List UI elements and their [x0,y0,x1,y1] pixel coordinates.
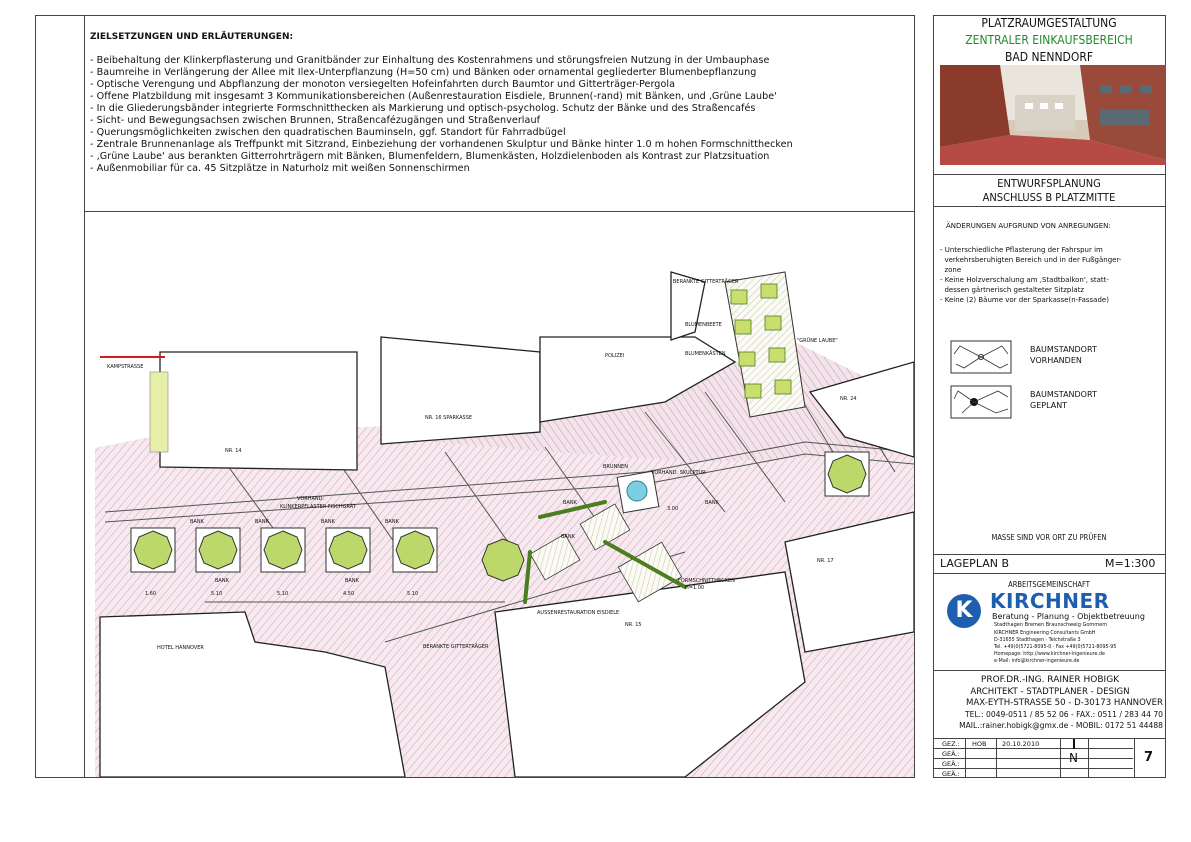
kirchner-logo: K [947,594,981,628]
label-polizei: POLIZEI [605,353,625,359]
divider-4 [933,573,1166,574]
company-name: KIRCHNER [990,589,1110,613]
gea-label-2: GEÄ.: [942,760,960,768]
arge-label: ARBEITSGEMEINSCHAFT [1008,580,1090,589]
project-title-2: ZENTRALER EINKAUFSBEREICH [965,33,1133,47]
left-margin-frame [35,15,85,778]
divider-3 [933,554,1166,555]
goal-item: - ‚Grüne Laube' aus berankten Gitterrohrträgern mit Bänken, Blumenfeldern, Blumenkästen, Holzdielenboden als Kontrast zur Platzsituation [90,151,770,162]
label-blumenkaesten: BLUMENKÄSTEN [685,351,726,357]
project-title-3: BAD NENNDORF [1004,50,1094,64]
label-dim-300: 3.00 [667,506,679,512]
legend-planned-symbol [950,385,1012,419]
north-arrow [1073,739,1075,749]
label-nr14: NR. 14 [225,448,242,454]
label-bank-7: BANK [563,500,577,506]
label-formschnitt-h: H=1.00 [685,585,705,591]
gez-initials: HOB [972,740,987,748]
legend-planned-l2: GEPLANT [1030,401,1068,410]
architect-name: PROF.DR.-ING. RAINER HOBIGK [980,675,1120,685]
label-brunnen: BRUNNEN [603,464,628,470]
label-bank-9: BANK [705,500,719,506]
label-bank-8: BANK [561,534,575,540]
gea-label-1: GEÄ.: [942,750,960,758]
goal-item: - Querungsmöglichkeiten zwischen den quadratischen Bauminseln, ggf. Standort für Fahrradbügel [90,127,566,138]
plan-name: LAGEPLAN B [940,557,1009,570]
changes-title: ÄNDERUNGEN AUFGRUND VON ANREGUNGEN: [946,222,1111,230]
change-item: - Keine Holzverschalung am ‚Stadtbalkon', statt- [940,276,1109,284]
company-cities: Stadthagen Bremen Braunschweig Gommern [994,622,1108,628]
legend-existing-l2: VORHANDEN [1030,356,1082,365]
goal-item: - Außenmobiliar für ca. 45 Sitzplätze in Naturholz mit weißen Sonnenschirmen [90,163,470,174]
company-addr2: D-31655 Stadthagen · Teichstraße 3 [994,638,1081,643]
divider-1 [933,174,1166,175]
label-gitter-top: BERANKTE GITTERTRÄGER [673,279,739,285]
label-hotel: HOTEL HANNOVER [157,645,204,651]
label-sparkasse: NR. 16 SPARKASSE [425,415,473,421]
rev-col-2 [996,738,997,778]
goal-item: - Sicht- und Bewegungsachsen zwischen Brunnen, Straßencafézugängen und Straßenverlauf [90,115,541,126]
label-bank-1: BANK [190,519,204,525]
change-item: dessen gärtnerisch gestalteter Sitzplatz [940,286,1085,294]
label-aussenrest: AUSSENRESTAURATION EISDIELE [537,610,620,616]
gez-label: GEZ.: [942,740,960,748]
rev-col-3 [1060,738,1061,778]
architect-role: ARCHITEKT - STADTPLANER - DESIGN [970,687,1130,697]
legend-existing-l1: BAUMSTANDORT [1030,345,1097,354]
label-nr15: NR. 15 [625,622,642,628]
divider-5 [933,670,1166,671]
change-item: verkehrsberuhigten Bereich und in der Fußgänger- [940,256,1122,264]
goal-item: - Zentrale Brunnenanlage als Treffpunkt mit Sitzrand, Einbeziehung der vorhandenen Skulptur und Bänke hinter 1.0 m hohen Formschnitthecken [90,139,793,150]
project-title-1: PLATZRAUMGESTALTUNG [981,16,1117,30]
label-bank-2: BANK [255,519,269,525]
building-nr14 [160,352,357,470]
label-klinker1: VORHAND. [297,496,325,502]
legend-planned-l1: BAUMSTANDORT [1030,390,1097,399]
change-item: - Keine (2) Bäume vor der Sparkasse(n-Fassade) [940,296,1109,304]
north-label: N [1069,751,1078,765]
rev-row-line-2 [933,758,1133,759]
label-bank-5: BANK [215,578,229,584]
fountain [617,471,659,513]
company-addr4: Homepage: http://www.kirchner-ingenieure.de [994,652,1105,657]
company-addr5: e-Mail: info@kirchner-ingenieure.de [994,659,1080,664]
plan-type-2: ANSCHLUSS B PLATZMITTE [982,191,1116,204]
label-blumenbeete: BLUMENBEETE [685,322,722,328]
company-addr1: KIRCHNER Engineering Consultants GmbH [994,631,1096,636]
goal-item: - Beibehaltung der Klinkerpflasterung und Granitbänder zur Einhaltung des Kostenrahmens und störungsfreien Nutzung in der Umbauphase [90,55,770,66]
label-dim-450: 4.50 [343,591,355,597]
architect-mail: MAIL.:rainer.hobigk@gmx.de - MOBIL: 0172 51 44488 [959,721,1163,730]
label-kampstrasse: KAMPSTRASSE [107,364,144,370]
goals-title: ZIELSETZUNGEN UND ERLÄUTERUNGEN: [90,32,294,42]
label-dim-510a: 5.10 [211,591,223,597]
change-item: - Unterschiedliche Pflasterung der Fahrspur im [940,246,1103,254]
building-sparkasse [381,337,540,444]
company-tagline: Beratung - Planung - Objektbetreuung [992,612,1145,621]
label-formschnitt: FORMSCHNITTHECKEN [678,578,735,584]
label-bank-4: BANK [385,519,399,525]
goal-item: - Optische Verengung und Abpflanzung der monoton versiegelten Hofeinfahrten durch Baumtor und Gitterträger-Pergola [90,79,676,90]
label-nr24: NR. 24 [840,396,857,402]
rev-col-1 [965,738,966,778]
sheet-number: 7 [1144,750,1154,765]
label-gitter-bottom: BERANKTE GITTERTRÄGER [423,644,489,650]
gea-label-3: GEÄ.: [942,770,960,778]
label-klinker2: KLINKERPFLASTER FISCHGRÄT [280,504,356,510]
goal-item: - Offene Platzbildung mit insgesamt 3 Kommunikationsbereichen (Außenrestauration Eisdiele, Brunnen(-rand) mit Bänken, und ‚Grüne Laube' [90,91,777,102]
label-nr17: NR. 17 [817,558,834,564]
label-dim-160: 1.60 [145,591,157,597]
label-gruene-laube: "GRÜNE LAUBE" [797,338,838,344]
legend-existing-symbol [950,340,1012,374]
label-dim-510c: 5.10 [407,591,419,597]
divider-6 [933,738,1166,739]
rev-row-line-1 [933,748,1133,749]
plan-scale: M=1:300 [1105,557,1156,570]
gez-date: 20.10.2010 [1002,740,1040,748]
measure-note: MASSE SIND VOR ORT ZU PRÜFEN [991,533,1107,542]
company-addr3: Tel. +49(0)5721-8095-0 · Fax +49(0)5721-8095-95 [994,645,1117,650]
site-photo [940,65,1166,165]
architect-street: MAX-EYTH-STRASSE 50 - D-30173 HANNOVER [965,698,1163,708]
rev-col-4 [1088,738,1089,778]
plan-type-1: ENTWURFSPLANUNG [997,177,1101,190]
label-bank-6: BANK [345,578,359,584]
change-item: zone [940,266,962,274]
label-dim-510b: 5.10 [277,591,289,597]
divider-2 [933,206,1166,207]
site-plan [85,212,914,777]
label-bank-3: BANK [321,519,335,525]
architect-tel: TEL.: 0049-0511 / 85 52 06 - FAX.: 0511 / 283 44 70 [964,710,1163,719]
rev-col-5 [1134,738,1135,778]
rev-row-line-3 [933,768,1133,769]
goal-item: - In die Gliederungsbänder integrierte Formschnitthecken als Markierung und optisch-psycholog. Schutz der Bänke und des Straßencafés [90,103,756,114]
label-skulptur: VORHAND. SKULPTUR [651,470,706,476]
goal-item: - Baumreihe in Verlängerung der Allee mit Ilex-Unterpflanzung (H=50 cm) und Bänken oder ornamental gegliederter Blumenbepflanzung [90,67,757,78]
changes-list [940,245,1121,305]
